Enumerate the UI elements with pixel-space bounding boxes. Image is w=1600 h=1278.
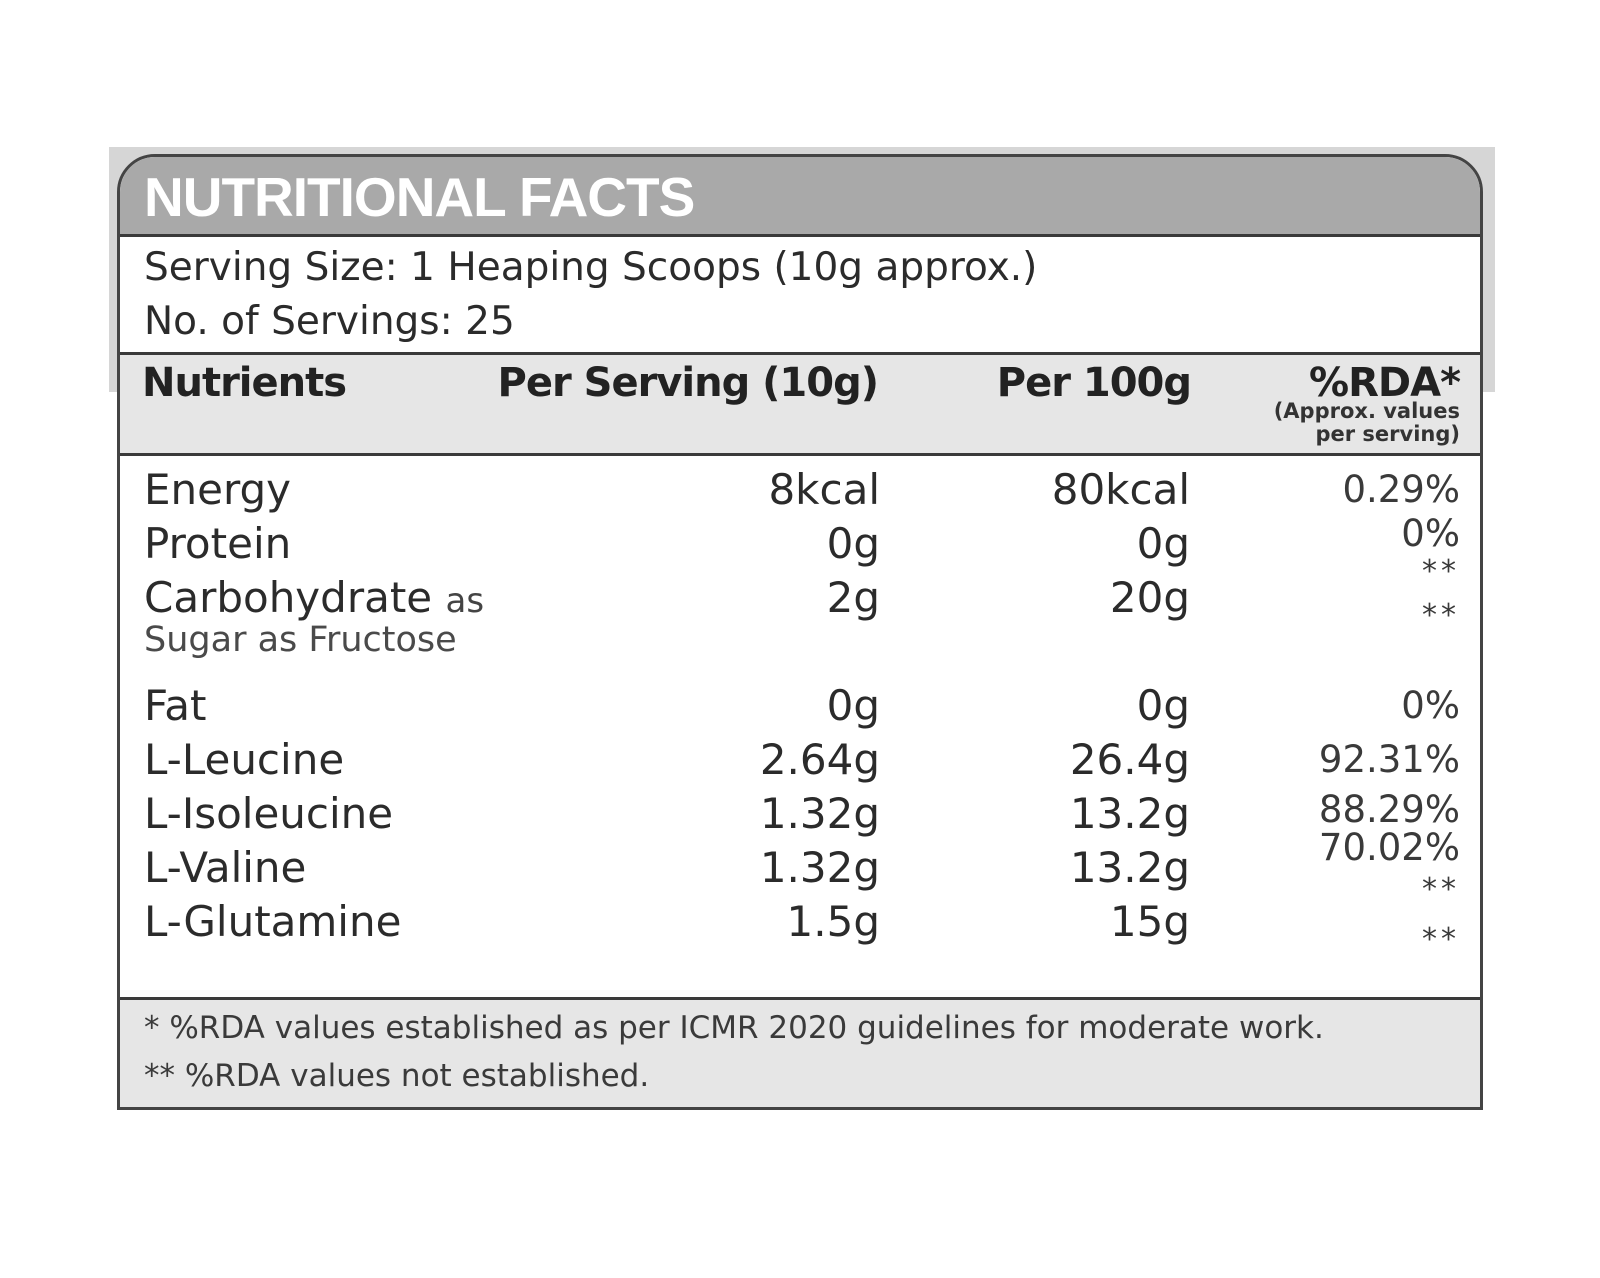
table-row [120, 786, 1480, 842]
nutrient-subline: Sugar as Fructose [144, 620, 457, 660]
table-row [120, 570, 1480, 670]
rda-not-established-mark: ** [1422, 598, 1460, 633]
rda-not-established-mark: ** [1422, 554, 1460, 589]
table-row [120, 894, 1480, 957]
serving-size: Serving Size: 1 Heaping Scoops (10g approx.) [144, 245, 1038, 290]
per-100g-value: 80kcal [1051, 465, 1190, 514]
per-100g-value: 15g [1109, 897, 1190, 946]
nutrient-name: Energy [144, 465, 292, 514]
table-row [120, 462, 1480, 518]
nutrient-name-suffix: as [445, 581, 485, 621]
header-rda-note [1274, 400, 1460, 446]
rda-value: 92.31% [1318, 738, 1460, 781]
rda-value: 88.29% [1318, 788, 1460, 831]
per-100g-value: 0g [1136, 681, 1190, 730]
nutrient-name: L-Glutamine [144, 897, 402, 946]
servings-count: No. of Servings: 25 [144, 299, 515, 344]
per-serving-value: 0g [826, 681, 880, 730]
table-row [120, 678, 1480, 734]
footnote-rda-established: * %RDA values established as per ICMR 2020 guidelines for moderate work. [144, 1010, 1324, 1046]
per-serving-value: 8kcal [768, 465, 880, 514]
nutrient-name: Fat [144, 681, 207, 730]
per-100g-value: 13.2g [1069, 843, 1190, 892]
title-bar [120, 157, 1480, 237]
per-serving-value: 1.5g [786, 897, 880, 946]
nutrient-name: L-Isoleucine [144, 789, 394, 838]
header-per-100g: Per 100g [996, 360, 1191, 406]
rda-not-established-mark: ** [1422, 922, 1460, 957]
nutrient-name: L-Valine [144, 843, 307, 892]
rda-value: 0% [1401, 684, 1460, 727]
rda-value: 70.02% [1318, 826, 1460, 869]
per-serving-value: 2.64g [759, 735, 880, 784]
table-header [120, 352, 1480, 456]
table-row [120, 826, 1480, 907]
table-row [120, 732, 1480, 788]
serving-info [144, 241, 1444, 349]
nutrient-name-main: Carbohydrate [144, 573, 433, 622]
rda-note-line-1: (Approx. values [1273, 399, 1460, 423]
rda-note-line-2: per serving) [1315, 422, 1460, 446]
per-serving-value: 1.32g [759, 789, 880, 838]
per-100g-value: 26.4g [1069, 735, 1190, 784]
per-100g-value: 20g [1109, 573, 1190, 622]
footnote-rda-not-established: ** %RDA values not established. [144, 1058, 650, 1094]
nutrition-label [117, 154, 1483, 1110]
header-nutrients: Nutrients [142, 360, 347, 406]
label-title: NUTRITIONAL FACTS [144, 166, 695, 228]
rda-value: 0% [1401, 512, 1460, 555]
rda-not-established-mark: ** [1422, 872, 1460, 907]
per-100g-value: 0g [1136, 519, 1190, 568]
nutrient-name: Protein [144, 519, 292, 568]
per-serving-value: 0g [826, 519, 880, 568]
footnotes [120, 997, 1480, 1107]
nutrient-name: L-Leucine [144, 735, 345, 784]
per-100g-value: 13.2g [1069, 789, 1190, 838]
rda-value: 0.29% [1342, 468, 1460, 511]
header-rda: %RDA* [1309, 360, 1460, 406]
per-serving-value: 1.32g [759, 843, 880, 892]
table-row [120, 512, 1480, 589]
header-per-serving: Per Serving (10g) [497, 360, 878, 406]
per-serving-value: 2g [826, 573, 880, 622]
